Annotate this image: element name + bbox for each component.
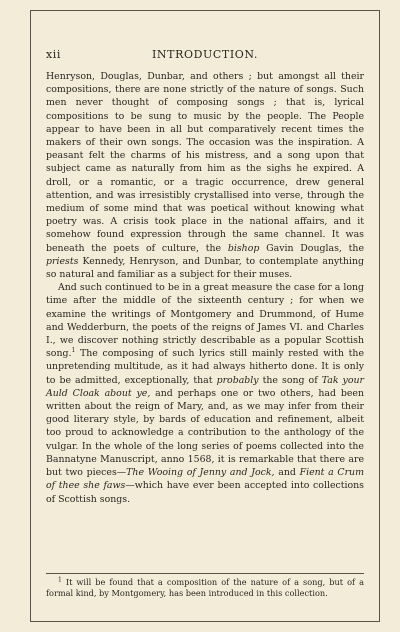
p1-text-3: Kennedy, Henryson, and Dunbar, to contemplate anything so natural and familiar as a subject for their muses.	[46, 255, 364, 281]
paragraph-2	[46, 281, 364, 505]
p2-text-6: —which have ever been accepted into collections of Scottish songs.	[46, 480, 364, 505]
footnote-text: It will be found that a composition of the nature of a song, but of a formal kind, by Montgomery, has been introduced in this collection.	[46, 577, 364, 599]
p1-italic-priests: priests	[46, 255, 79, 267]
p2-text-4: and perhaps one or two others, had been written about the reign of Mary, and, as we may infer from their good literary style, by bards of education and refinement, albeit too proud to acknowledge a contribution to the anthology of the vulgar. In the whole of the long series of poems collected into the Bannatyne Manuscript, anno 1568, it is remarkable that there are but two pieces—	[46, 387, 365, 479]
p2-italic-song-title-3: Fient a Crum of thee she faws	[46, 467, 364, 492]
paragraph-1	[46, 70, 364, 281]
p2-text-2: The composing of such lyrics still mainly rested with the unpretending multitude, as it had always hitherto done. It is only to be admitted, exceptionally, that	[46, 348, 364, 386]
p2-text-3: the song of	[258, 374, 322, 386]
p1-italic-bishop: bishop	[227, 242, 260, 254]
page-number: xii	[46, 48, 62, 61]
p2-italic-song-title-2: The Wooing of Jenny and Jock,	[126, 467, 275, 479]
p2-italic-song-title-1: Tak your Auld Cloak about ye,	[46, 374, 364, 399]
footnote-paragraph	[46, 577, 364, 599]
p2-text-1: And such continued to be in a great measure the case for a long time after the middle of the sixteenth century ; for when we examine the writings of Montgomery and Drummond, of Hume and Wedderburn, the poets of the reigns of James VI. and Charles I., we discover nothing strictly describable as a popular Scottish song.	[46, 282, 364, 360]
running-title: INTRODUCTION.	[151, 48, 259, 61]
p2-italic-probably: probably	[216, 374, 259, 386]
footnote-marker: 1	[71, 347, 76, 355]
p2-text-5: and	[274, 467, 300, 479]
body-text	[46, 70, 364, 506]
footnote	[46, 577, 364, 599]
p1-text-2: Gavin Douglas, the	[259, 242, 364, 254]
p1-text-1: Henryson, Douglas, Dunbar, and others ; but amongst all their compositions, there are none strictly of the nature of songs. Such men never thought of composing songs ; that is, lyrical compositions to be sung to music by the people. The People appear to have been in all but comparatively recent times the makers of their own songs. The occasion was the inspiration. A peasant felt the charms of his mistress, and a song upon that subject came as naturally from him as the sighs he expired. A droll, or a romantic, or a tragic occurrence, drew general attention, and was irresistibly crystallised into verse, through the medium of some mind that was poetical without knowing what poetry was. A crisis took place in the national affairs, and it somehow found expression through the same channel. It was beneath the poets of culture, the	[46, 71, 364, 254]
footnote-number: 1	[58, 576, 62, 584]
footnote-rule	[46, 573, 364, 574]
running-header	[46, 48, 364, 64]
